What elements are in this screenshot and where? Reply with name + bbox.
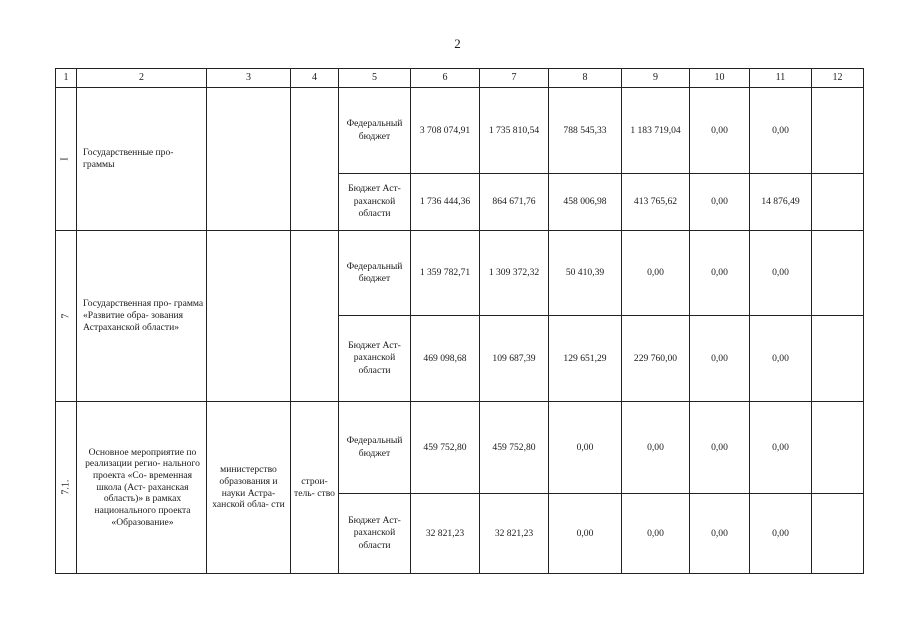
- funding-source: Федеральный бюджет: [339, 88, 411, 174]
- column-header: 3: [207, 69, 291, 88]
- value-cell: 864 671,76: [480, 174, 549, 231]
- value-cell: 0,00: [549, 494, 622, 574]
- executor-cell: [207, 88, 291, 231]
- value-cell: 32 821,23: [480, 494, 549, 574]
- value-cell: 458 006,98: [549, 174, 622, 231]
- value-cell: 0,00: [750, 88, 812, 174]
- column-header: 7: [480, 69, 549, 88]
- value-cell: 1 736 444,36: [411, 174, 480, 231]
- column-header: 11: [750, 69, 812, 88]
- page-number: 2: [454, 36, 461, 51]
- direction-cell: [291, 231, 339, 402]
- program-name: Государственные про- граммы: [77, 88, 207, 231]
- value-cell: [812, 174, 864, 231]
- table-row: [56, 88, 864, 174]
- row-number-cell: [56, 231, 77, 402]
- value-cell: 0,00: [622, 402, 690, 494]
- value-cell: 1 359 782,71: [411, 231, 480, 316]
- value-cell: 0,00: [622, 231, 690, 316]
- value-cell: 3 708 074,91: [411, 88, 480, 174]
- value-cell: 0,00: [690, 174, 750, 231]
- value-cell: 0,00: [750, 316, 812, 402]
- value-cell: 229 760,00: [622, 316, 690, 402]
- value-cell: 0,00: [690, 316, 750, 402]
- executor-cell: [207, 231, 291, 402]
- value-cell: 0,00: [750, 231, 812, 316]
- column-header: 2: [77, 69, 207, 88]
- value-cell: 0,00: [690, 494, 750, 574]
- value-cell: 459 752,80: [411, 402, 480, 494]
- row-number-cell: [56, 88, 77, 231]
- value-cell: 0,00: [690, 402, 750, 494]
- column-header: 10: [690, 69, 750, 88]
- value-cell: 0,00: [622, 494, 690, 574]
- column-header: 1: [56, 69, 77, 88]
- column-header: 12: [812, 69, 864, 88]
- row-number-cell: [56, 402, 77, 574]
- value-cell: [812, 231, 864, 316]
- funding-source: Бюджет Аст- раханской области: [339, 316, 411, 402]
- value-cell: 129 651,29: [549, 316, 622, 402]
- column-number-row: [56, 69, 864, 88]
- column-header: 6: [411, 69, 480, 88]
- column-header: 8: [549, 69, 622, 88]
- direction-cell: строи- тель- ство: [291, 402, 339, 574]
- value-cell: 0,00: [750, 494, 812, 574]
- value-cell: [812, 316, 864, 402]
- direction-cell: [291, 88, 339, 231]
- value-cell: 50 410,39: [549, 231, 622, 316]
- value-cell: 32 821,23: [411, 494, 480, 574]
- row-number: I: [59, 157, 71, 161]
- program-name: Государственная про- грамма «Развитие обра- зования Астраханской области»: [77, 231, 207, 402]
- column-header: 5: [339, 69, 411, 88]
- funding-source: Федеральный бюджет: [339, 231, 411, 316]
- budget-table: [55, 68, 864, 574]
- row-number: 7.1.: [59, 480, 71, 495]
- value-cell: 459 752,80: [480, 402, 549, 494]
- executor-cell: министерство образования и науки Астра- ханской обла- сти: [207, 402, 291, 574]
- column-header: 9: [622, 69, 690, 88]
- column-header: 4: [291, 69, 339, 88]
- value-cell: [812, 402, 864, 494]
- table-row: [56, 402, 864, 494]
- value-cell: 109 687,39: [480, 316, 549, 402]
- value-cell: [812, 494, 864, 574]
- value-cell: 0,00: [549, 402, 622, 494]
- value-cell: 0,00: [690, 88, 750, 174]
- funding-source: Бюджет Аст- раханской области: [339, 174, 411, 231]
- value-cell: 1 183 719,04: [622, 88, 690, 174]
- funding-source: Федеральный бюджет: [339, 402, 411, 494]
- table-row: [56, 231, 864, 316]
- row-number: 7: [59, 313, 71, 319]
- value-cell: 469 098,68: [411, 316, 480, 402]
- value-cell: 1 309 372,32: [480, 231, 549, 316]
- value-cell: 788 545,33: [549, 88, 622, 174]
- value-cell: 413 765,62: [622, 174, 690, 231]
- value-cell: 0,00: [690, 231, 750, 316]
- value-cell: [812, 88, 864, 174]
- value-cell: 14 876,49: [750, 174, 812, 231]
- funding-source: Бюджет Аст- раханской области: [339, 494, 411, 574]
- value-cell: 0,00: [750, 402, 812, 494]
- value-cell: 1 735 810,54: [480, 88, 549, 174]
- program-name: Основное мероприятие по реализации регио- нального проекта «Со- временная школа (Аст- раханская область)» в рамках национального проекта «Образование»: [77, 402, 207, 574]
